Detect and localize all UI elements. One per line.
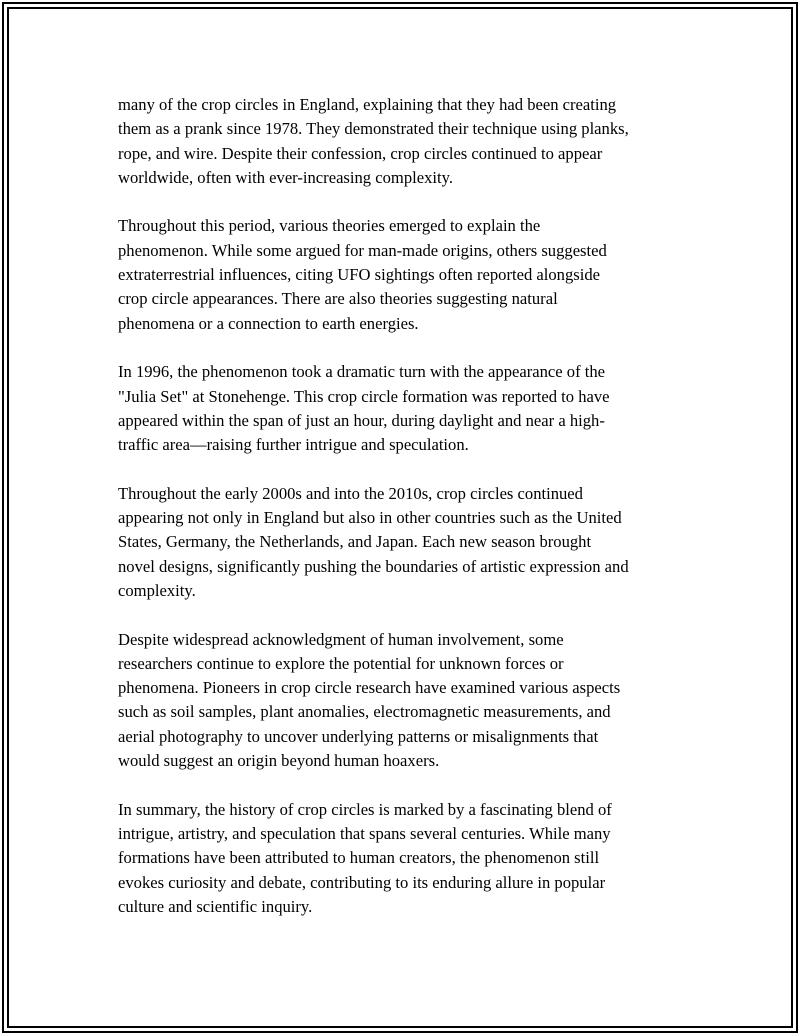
text-line: formations have been attributed to human creators, the phenomenon still (118, 848, 600, 868)
text-line: rope, and wire. Despite their confession, crop circles continued to appear (118, 143, 603, 163)
text-line: many of the crop circles in England, explaining that they had been creating (118, 95, 617, 114)
text-line: phenomena. Pioneers in crop circle research have examined various aspects (118, 678, 621, 698)
paragraph-5 (118, 628, 688, 774)
text-line: appearing not only in England but also in other countries such as the United (118, 508, 622, 528)
text-line: would suggest an origin beyond human hoaxers. (118, 751, 440, 771)
paragraph-3 (118, 360, 688, 457)
text-line: Despite widespread acknowledgment of human involvement, some (118, 629, 564, 649)
text-line: complexity. (118, 580, 196, 600)
text-line: such as soil samples, plant anomalies, electromagnetic measurements, and (118, 702, 611, 722)
paragraph-6 (118, 798, 688, 919)
text-line: "Julia Set" at Stonehenge. This crop circle formation was reported to have (118, 386, 610, 406)
text-line: phenomena or a connection to earth energies. (118, 313, 419, 333)
text-line: Throughout the early 2000s and into the 2010s, crop circles continued (118, 483, 583, 503)
text-line: States, Germany, the Netherlands, and Japan. Each new season brought (118, 532, 592, 552)
text-line: novel designs, significantly pushing the boundaries of artistic expression and (118, 556, 629, 576)
paragraph-2 (118, 214, 688, 335)
paragraph-1 (118, 93, 688, 190)
text-line: worldwide, often with ever-increasing complexity. (118, 167, 453, 187)
paragraph-4 (118, 482, 688, 603)
text-line: intrigue, artistry, and speculation that spans several centuries. While many (118, 823, 611, 843)
text-line: extraterrestrial influences, citing UFO sightings often reported alongside (118, 265, 601, 285)
text-line: Throughout this period, various theories emerged to explain the (118, 216, 541, 236)
text-line: phenomenon. While some argued for man-made origins, others suggested (118, 240, 607, 260)
text-line: them as a prank since 1978. They demonstrated their technique using planks, (118, 119, 629, 139)
text-line: appeared within the span of just an hour, during daylight and near a high- (118, 410, 605, 430)
text-line: evokes curiosity and debate, contributing to its enduring allure in popular (118, 872, 606, 892)
text-line: In summary, the history of crop circles is marked by a fascinating blend of (118, 799, 612, 819)
text-line: crop circle appearances. There are also theories suggesting natural (118, 289, 558, 309)
document-body (118, 93, 688, 943)
text-line: aerial photography to uncover underlying patterns or misalignments that (118, 726, 599, 746)
text-line: traffic area—raising further intrigue and speculation. (118, 435, 469, 455)
text-line: researchers continue to explore the potential for unknown forces or (118, 653, 564, 673)
text-line: culture and scientific inquiry. (118, 896, 313, 916)
text-line: In 1996, the phenomenon took a dramatic turn with the appearance of the (118, 362, 606, 382)
